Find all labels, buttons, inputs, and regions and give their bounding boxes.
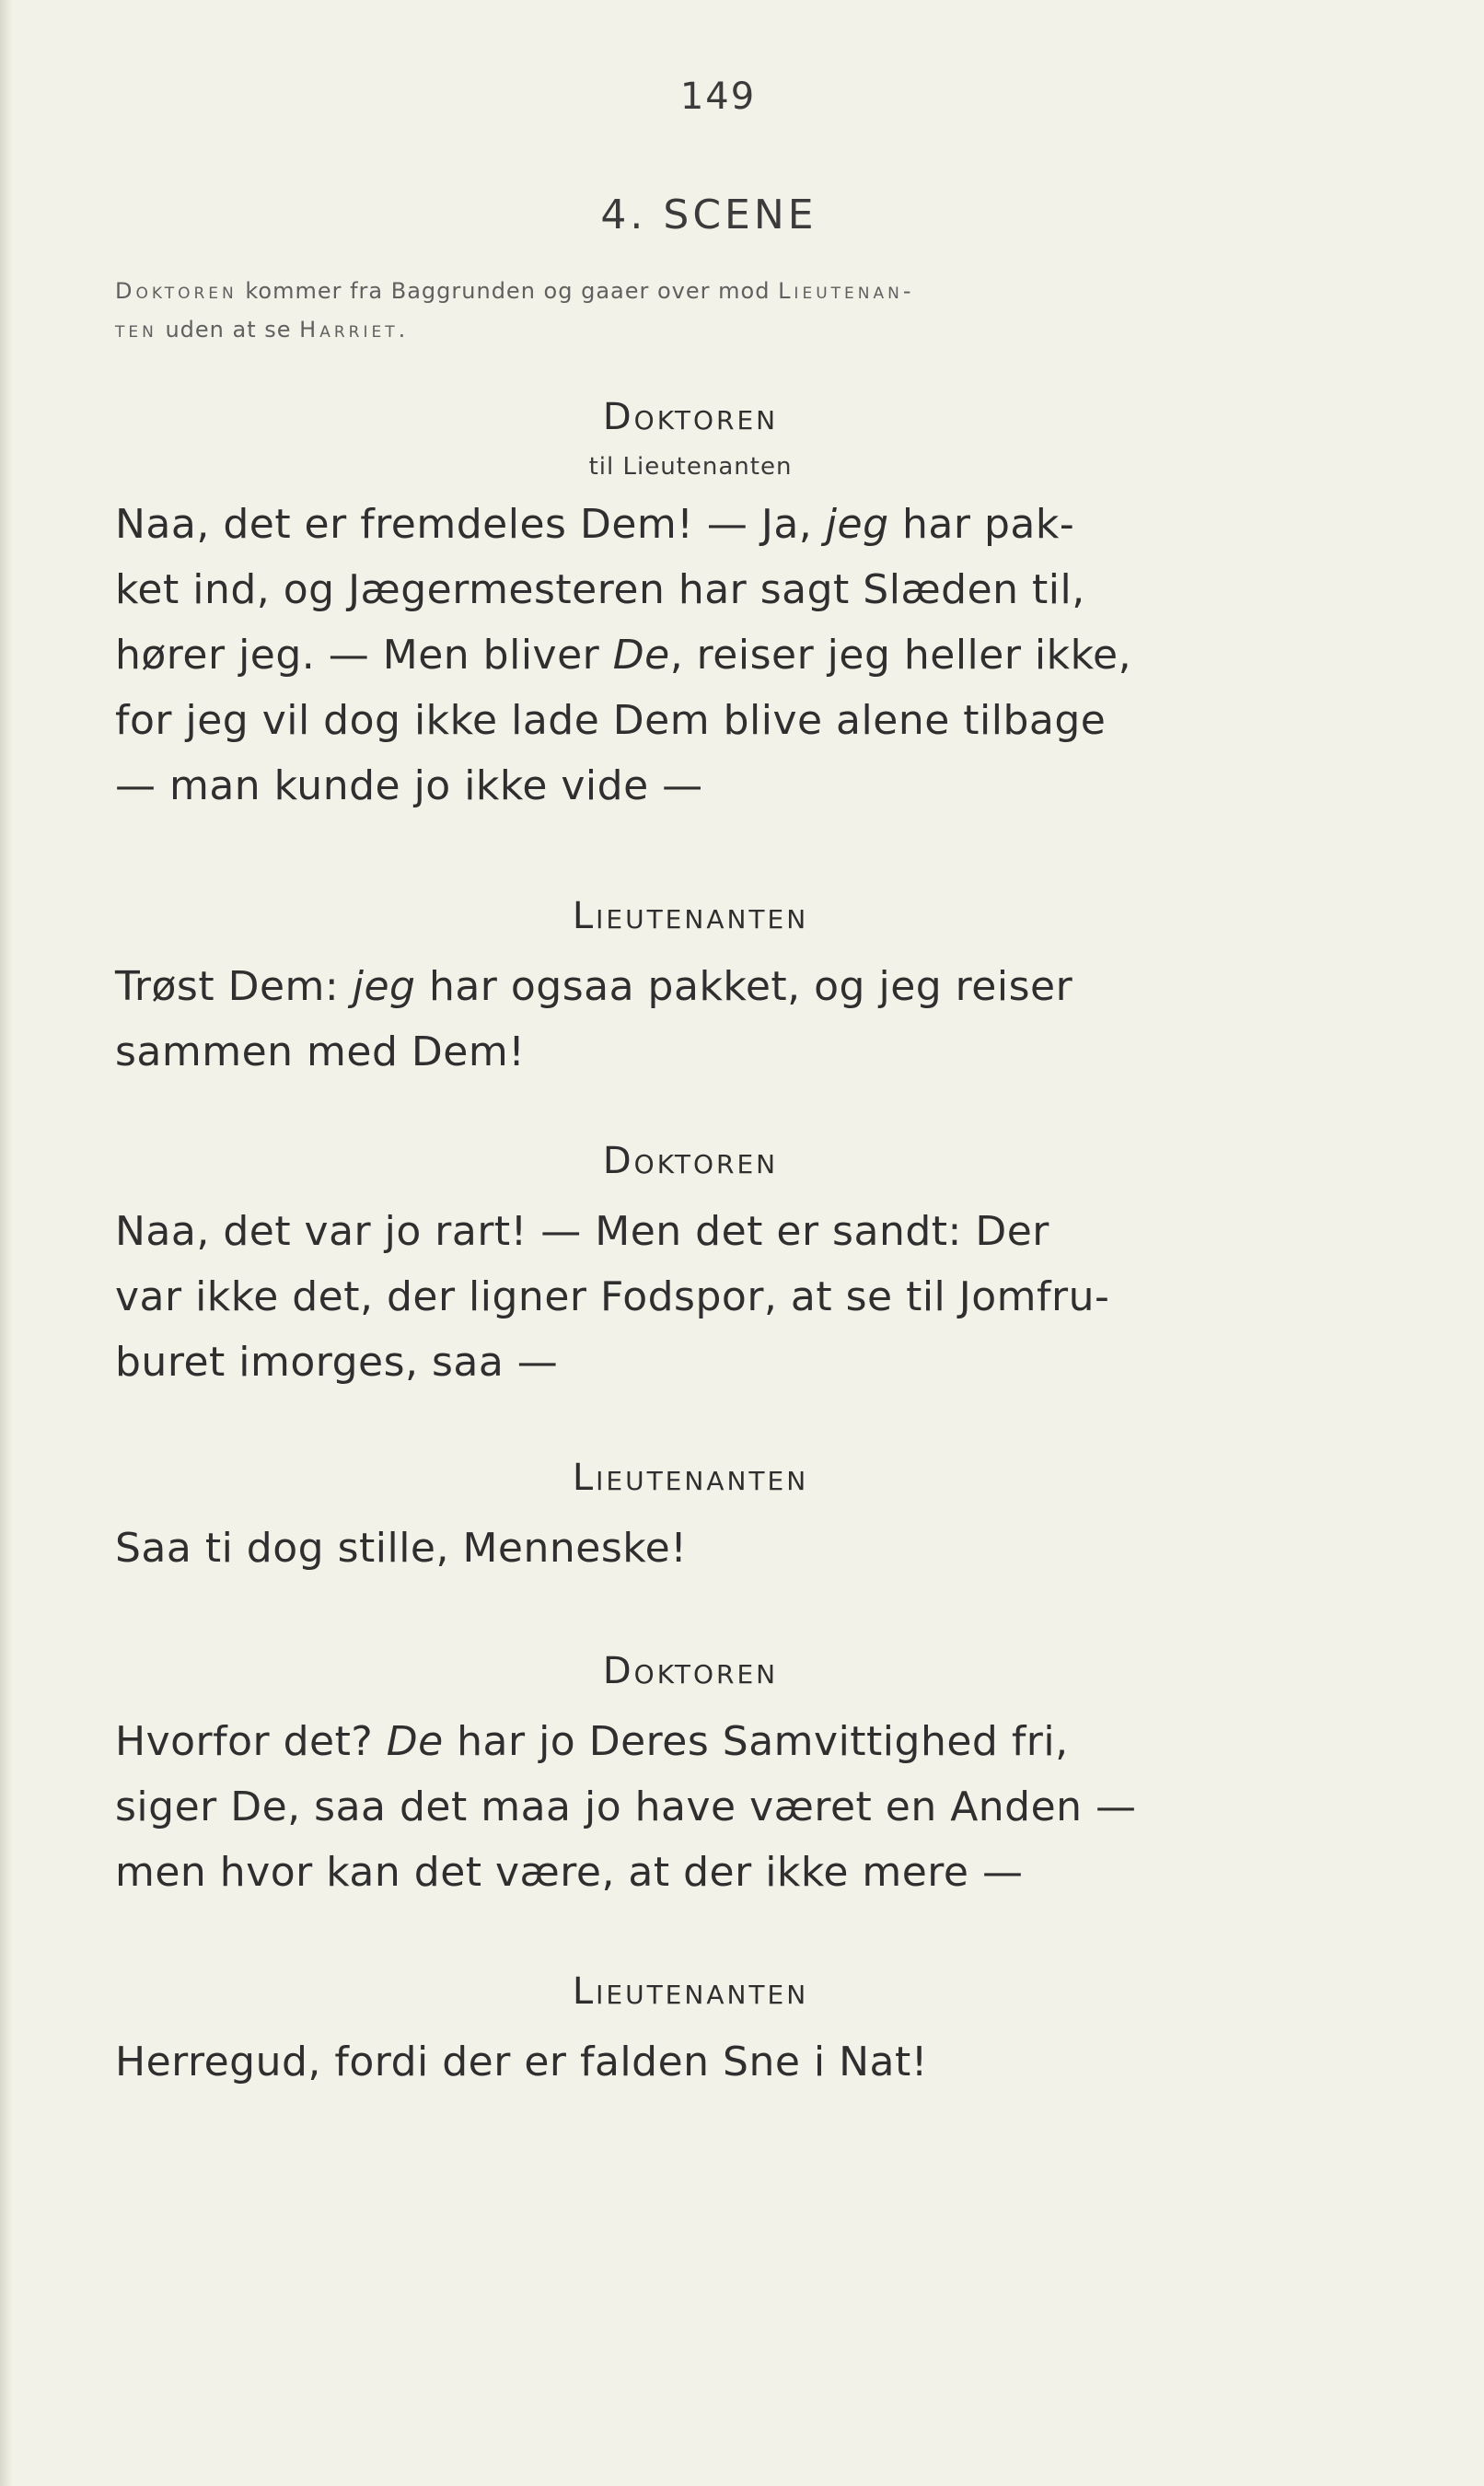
speech-line bbox=[115, 688, 1234, 753]
stage-direction bbox=[115, 272, 1234, 349]
speech-block bbox=[115, 954, 1234, 1085]
speaker-name: Doktoren bbox=[602, 396, 779, 438]
stage-direction-character-doktoren: Doktoren bbox=[115, 278, 238, 304]
emphasis-text: De bbox=[386, 1718, 444, 1765]
speech-text: men hvor kan det være, at der ikke mere — bbox=[115, 1849, 1024, 1896]
speech-text: — man kunde jo ikke vide — bbox=[115, 762, 703, 809]
speech-line bbox=[115, 492, 1234, 557]
stage-direction-character-harriet: Harriet bbox=[299, 317, 399, 343]
speech-line bbox=[115, 557, 1234, 622]
speech-line bbox=[115, 622, 1234, 688]
stage-direction-text-1: kommer fra Baggrunden og gaaer over mod bbox=[237, 278, 779, 304]
speech-line bbox=[115, 1709, 1234, 1774]
stage-direction-end: . bbox=[398, 317, 407, 343]
speech-line bbox=[115, 1330, 1234, 1395]
speech-text: , reiser jeg heller ikke, bbox=[669, 632, 1132, 679]
speech-block bbox=[115, 1199, 1234, 1395]
speech-line bbox=[115, 1774, 1234, 1840]
speech-text: Naa, det er fremdeles Dem! — Ja, bbox=[115, 501, 826, 548]
speech-text: var ikke det, der ligner Fodspor, at se til Jomfru- bbox=[115, 1273, 1110, 1320]
emphasis-text: jeg bbox=[352, 963, 416, 1010]
speech-text: hører jeg. — Men bliver bbox=[115, 632, 613, 679]
speaker-name: Lieutenanten bbox=[572, 895, 809, 937]
emphasis-text: jeg bbox=[825, 501, 889, 548]
emphasis-text: De bbox=[612, 632, 670, 679]
speaker-direction: til Lieutenanten bbox=[588, 453, 793, 481]
scene-title: 4. SCENE bbox=[600, 192, 817, 238]
speech-text: har ogsaa pakket, og jeg reiser bbox=[415, 963, 1073, 1010]
speech-text: sammen med Dem! bbox=[115, 1028, 526, 1075]
speech-block bbox=[115, 1516, 1234, 1581]
speech-line bbox=[115, 1264, 1234, 1330]
speech-text: Herregud, fordi der er falden Sne i Nat! bbox=[115, 2039, 928, 2085]
speech-text: buret imorges, saa — bbox=[115, 1339, 559, 1386]
page-edge-shadow bbox=[0, 0, 13, 2486]
stage-direction-character-lieutenanten: Lieutenan- bbox=[778, 278, 915, 304]
speech-line bbox=[115, 1199, 1234, 1264]
speech-line bbox=[115, 2029, 1234, 2095]
speech-text: Hvorfor det? bbox=[115, 1718, 387, 1765]
speech-line bbox=[115, 753, 1234, 819]
speech-text: Saa ti dog stille, Menneske! bbox=[115, 1525, 688, 1572]
speaker-name: Doktoren bbox=[602, 1650, 779, 1692]
speaker-name: Lieutenanten bbox=[572, 1970, 809, 2013]
speech-text: har jo Deres Samvittighed fri, bbox=[443, 1718, 1069, 1765]
speech-text: ket ind, og Jægermesteren har sagt Slæden til, bbox=[115, 566, 1085, 613]
speaker-name: Lieutenanten bbox=[572, 1457, 809, 1499]
speech-text: Trøst Dem: bbox=[115, 963, 353, 1010]
page-number: 149 bbox=[679, 76, 757, 118]
speech-block bbox=[115, 1709, 1234, 1905]
speech-line bbox=[115, 1516, 1234, 1581]
speech-block bbox=[115, 2029, 1234, 2095]
speech-text: har pak- bbox=[888, 501, 1075, 548]
stage-direction-character-continued: ten bbox=[115, 317, 157, 343]
stage-direction-text-2: uden at se bbox=[157, 317, 300, 343]
speech-line bbox=[115, 1840, 1234, 1905]
speech-text: Naa, det var jo rart! — Men det er sandt: Der bbox=[115, 1208, 1049, 1255]
speech-block bbox=[115, 492, 1234, 819]
speech-line bbox=[115, 1019, 1234, 1085]
speech-text: siger De, saa det maa jo have været en Anden — bbox=[115, 1783, 1137, 1830]
speech-text: for jeg vil dog ikke lade Dem blive alene tilbage bbox=[115, 697, 1107, 744]
speaker-name: Doktoren bbox=[602, 1140, 779, 1182]
speech-line bbox=[115, 954, 1234, 1019]
